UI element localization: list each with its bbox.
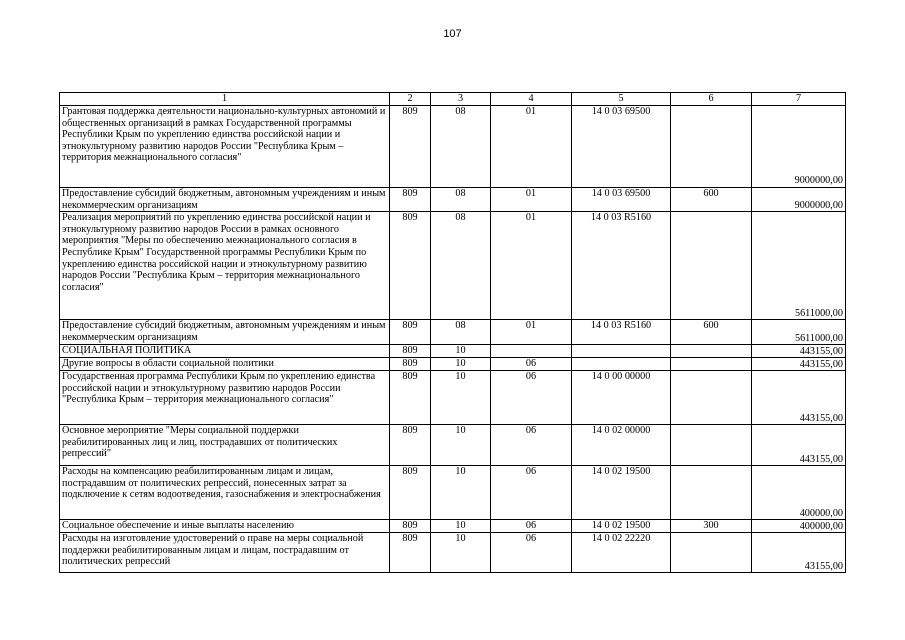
row-rz: 10 xyxy=(431,533,491,573)
row-amount: 443155,00 xyxy=(752,425,846,466)
table-row xyxy=(60,371,846,425)
row-ved: 809 xyxy=(390,358,431,371)
row-vr xyxy=(671,425,752,466)
row-amount: 5611000,00 xyxy=(752,212,846,320)
row-csr: 14 0 03 R5160 xyxy=(572,320,671,345)
row-pr xyxy=(491,345,572,358)
row-ved: 809 xyxy=(390,106,431,188)
row-vr xyxy=(671,106,752,188)
row-ved: 809 xyxy=(390,320,431,345)
table-row xyxy=(60,345,846,358)
column-header-6: 6 xyxy=(671,93,752,106)
row-pr: 06 xyxy=(491,425,572,466)
row-name: СОЦИАЛЬНАЯ ПОЛИТИКА xyxy=(60,345,390,358)
row-vr: 300 xyxy=(671,520,752,533)
row-csr xyxy=(572,358,671,371)
column-header-4: 4 xyxy=(491,93,572,106)
row-rz: 10 xyxy=(431,371,491,425)
row-csr xyxy=(572,345,671,358)
row-name: Государственная программа Республики Крым по укреплению единства российской нации и этнокультурному развитию народов России "Республика Крым – территория межнационального согласия" xyxy=(60,371,390,425)
row-vr xyxy=(671,212,752,320)
row-rz: 08 xyxy=(431,188,491,212)
column-header-5: 5 xyxy=(572,93,671,106)
row-vr: 600 xyxy=(671,320,752,345)
table-row xyxy=(60,212,846,320)
column-header-7: 7 xyxy=(752,93,846,106)
row-csr: 14 0 02 19500 xyxy=(572,466,671,520)
row-ved: 809 xyxy=(390,533,431,573)
row-amount: 43155,00 xyxy=(752,533,846,573)
row-name: Социальное обеспечение и иные выплаты населению xyxy=(60,520,390,533)
row-csr: 14 0 02 22220 xyxy=(572,533,671,573)
row-pr: 01 xyxy=(491,212,572,320)
row-pr: 06 xyxy=(491,520,572,533)
column-header-2: 2 xyxy=(390,93,431,106)
row-vr: 600 xyxy=(671,188,752,212)
table-row xyxy=(60,358,846,371)
table-row xyxy=(60,106,846,188)
row-pr: 06 xyxy=(491,371,572,425)
row-ved: 809 xyxy=(390,466,431,520)
row-ved: 809 xyxy=(390,345,431,358)
row-name: Расходы на изготовление удостоверений о праве на меры социальной поддержки реабилитированным лицам и лицам, пострадавшим от политических репрессий xyxy=(60,533,390,573)
row-pr: 06 xyxy=(491,533,572,573)
row-csr: 14 0 03 69500 xyxy=(572,106,671,188)
row-csr: 14 0 03 69500 xyxy=(572,188,671,212)
row-rz: 10 xyxy=(431,358,491,371)
row-vr xyxy=(671,358,752,371)
page-number: 107 xyxy=(443,28,462,40)
row-ved: 809 xyxy=(390,371,431,425)
row-ved: 809 xyxy=(390,425,431,466)
row-vr xyxy=(671,533,752,573)
row-pr: 01 xyxy=(491,106,572,188)
table-row xyxy=(60,466,846,520)
row-csr: 14 0 03 R5160 xyxy=(572,212,671,320)
row-pr: 06 xyxy=(491,466,572,520)
row-csr: 14 0 00 00000 xyxy=(572,371,671,425)
row-amount: 400000,00 xyxy=(752,520,846,533)
column-header-3: 3 xyxy=(431,93,491,106)
budget-table xyxy=(59,92,846,573)
row-amount: 443155,00 xyxy=(752,371,846,425)
row-name: Грантовая поддержка деятельности национально-культурных автономий и общественных организаций в рамках Государственной программы Республики Крым по укреплению единства российской нации и этнокультурному развитию народов России "Республика Крым – территория межнационального согласия" xyxy=(60,106,390,188)
row-name: Реализация мероприятий по укреплению единства российской нации и этнокультурному развитию народов России в рамках основного мероприятия "Меры по обеспечению межнационального согласия в Республике Крым" Государственной программы Республики Крым по укреплению единства российской нации и этнокультурному развитию народов России "Республика Крым – территория межнационального согласия" xyxy=(60,212,390,320)
table-row xyxy=(60,533,846,573)
row-name: Другие вопросы в области социальной политики xyxy=(60,358,390,371)
row-rz: 10 xyxy=(431,345,491,358)
column-header-1: 1 xyxy=(60,93,390,106)
row-name: Предоставление субсидий бюджетным, автономным учреждениям и иным некоммерческим организациям xyxy=(60,320,390,345)
row-csr: 14 0 02 00000 xyxy=(572,425,671,466)
table-row xyxy=(60,520,846,533)
row-amount: 9000000,00 xyxy=(752,106,846,188)
row-ved: 809 xyxy=(390,520,431,533)
row-name: Основное мероприятие "Меры социальной поддержки реабилитированных лиц и лиц, пострадавших от политических репрессий" xyxy=(60,425,390,466)
row-csr: 14 0 02 19500 xyxy=(572,520,671,533)
row-amount: 443155,00 xyxy=(752,345,846,358)
row-rz: 10 xyxy=(431,466,491,520)
row-rz: 08 xyxy=(431,212,491,320)
table-row xyxy=(60,320,846,345)
row-amount: 5611000,00 xyxy=(752,320,846,345)
table-header-row xyxy=(60,93,846,106)
row-name: Расходы на компенсацию реабилитированным лицам и лицам, пострадавшим от политических репрессий, понесенных затрат за подключение к сетям водоотведения, газоснабжения и электроснабжения xyxy=(60,466,390,520)
row-pr: 01 xyxy=(491,188,572,212)
row-rz: 10 xyxy=(431,520,491,533)
row-vr xyxy=(671,466,752,520)
row-pr: 06 xyxy=(491,358,572,371)
row-ved: 809 xyxy=(390,188,431,212)
row-name: Предоставление субсидий бюджетным, автономным учреждениям и иным некоммерческим организациям xyxy=(60,188,390,212)
row-rz: 08 xyxy=(431,106,491,188)
row-amount: 9000000,00 xyxy=(752,188,846,212)
row-rz: 08 xyxy=(431,320,491,345)
row-vr xyxy=(671,371,752,425)
row-vr xyxy=(671,345,752,358)
row-amount: 400000,00 xyxy=(752,466,846,520)
row-rz: 10 xyxy=(431,425,491,466)
row-amount: 443155,00 xyxy=(752,358,846,371)
table-row xyxy=(60,188,846,212)
row-pr: 01 xyxy=(491,320,572,345)
table-row xyxy=(60,425,846,466)
row-ved: 809 xyxy=(390,212,431,320)
